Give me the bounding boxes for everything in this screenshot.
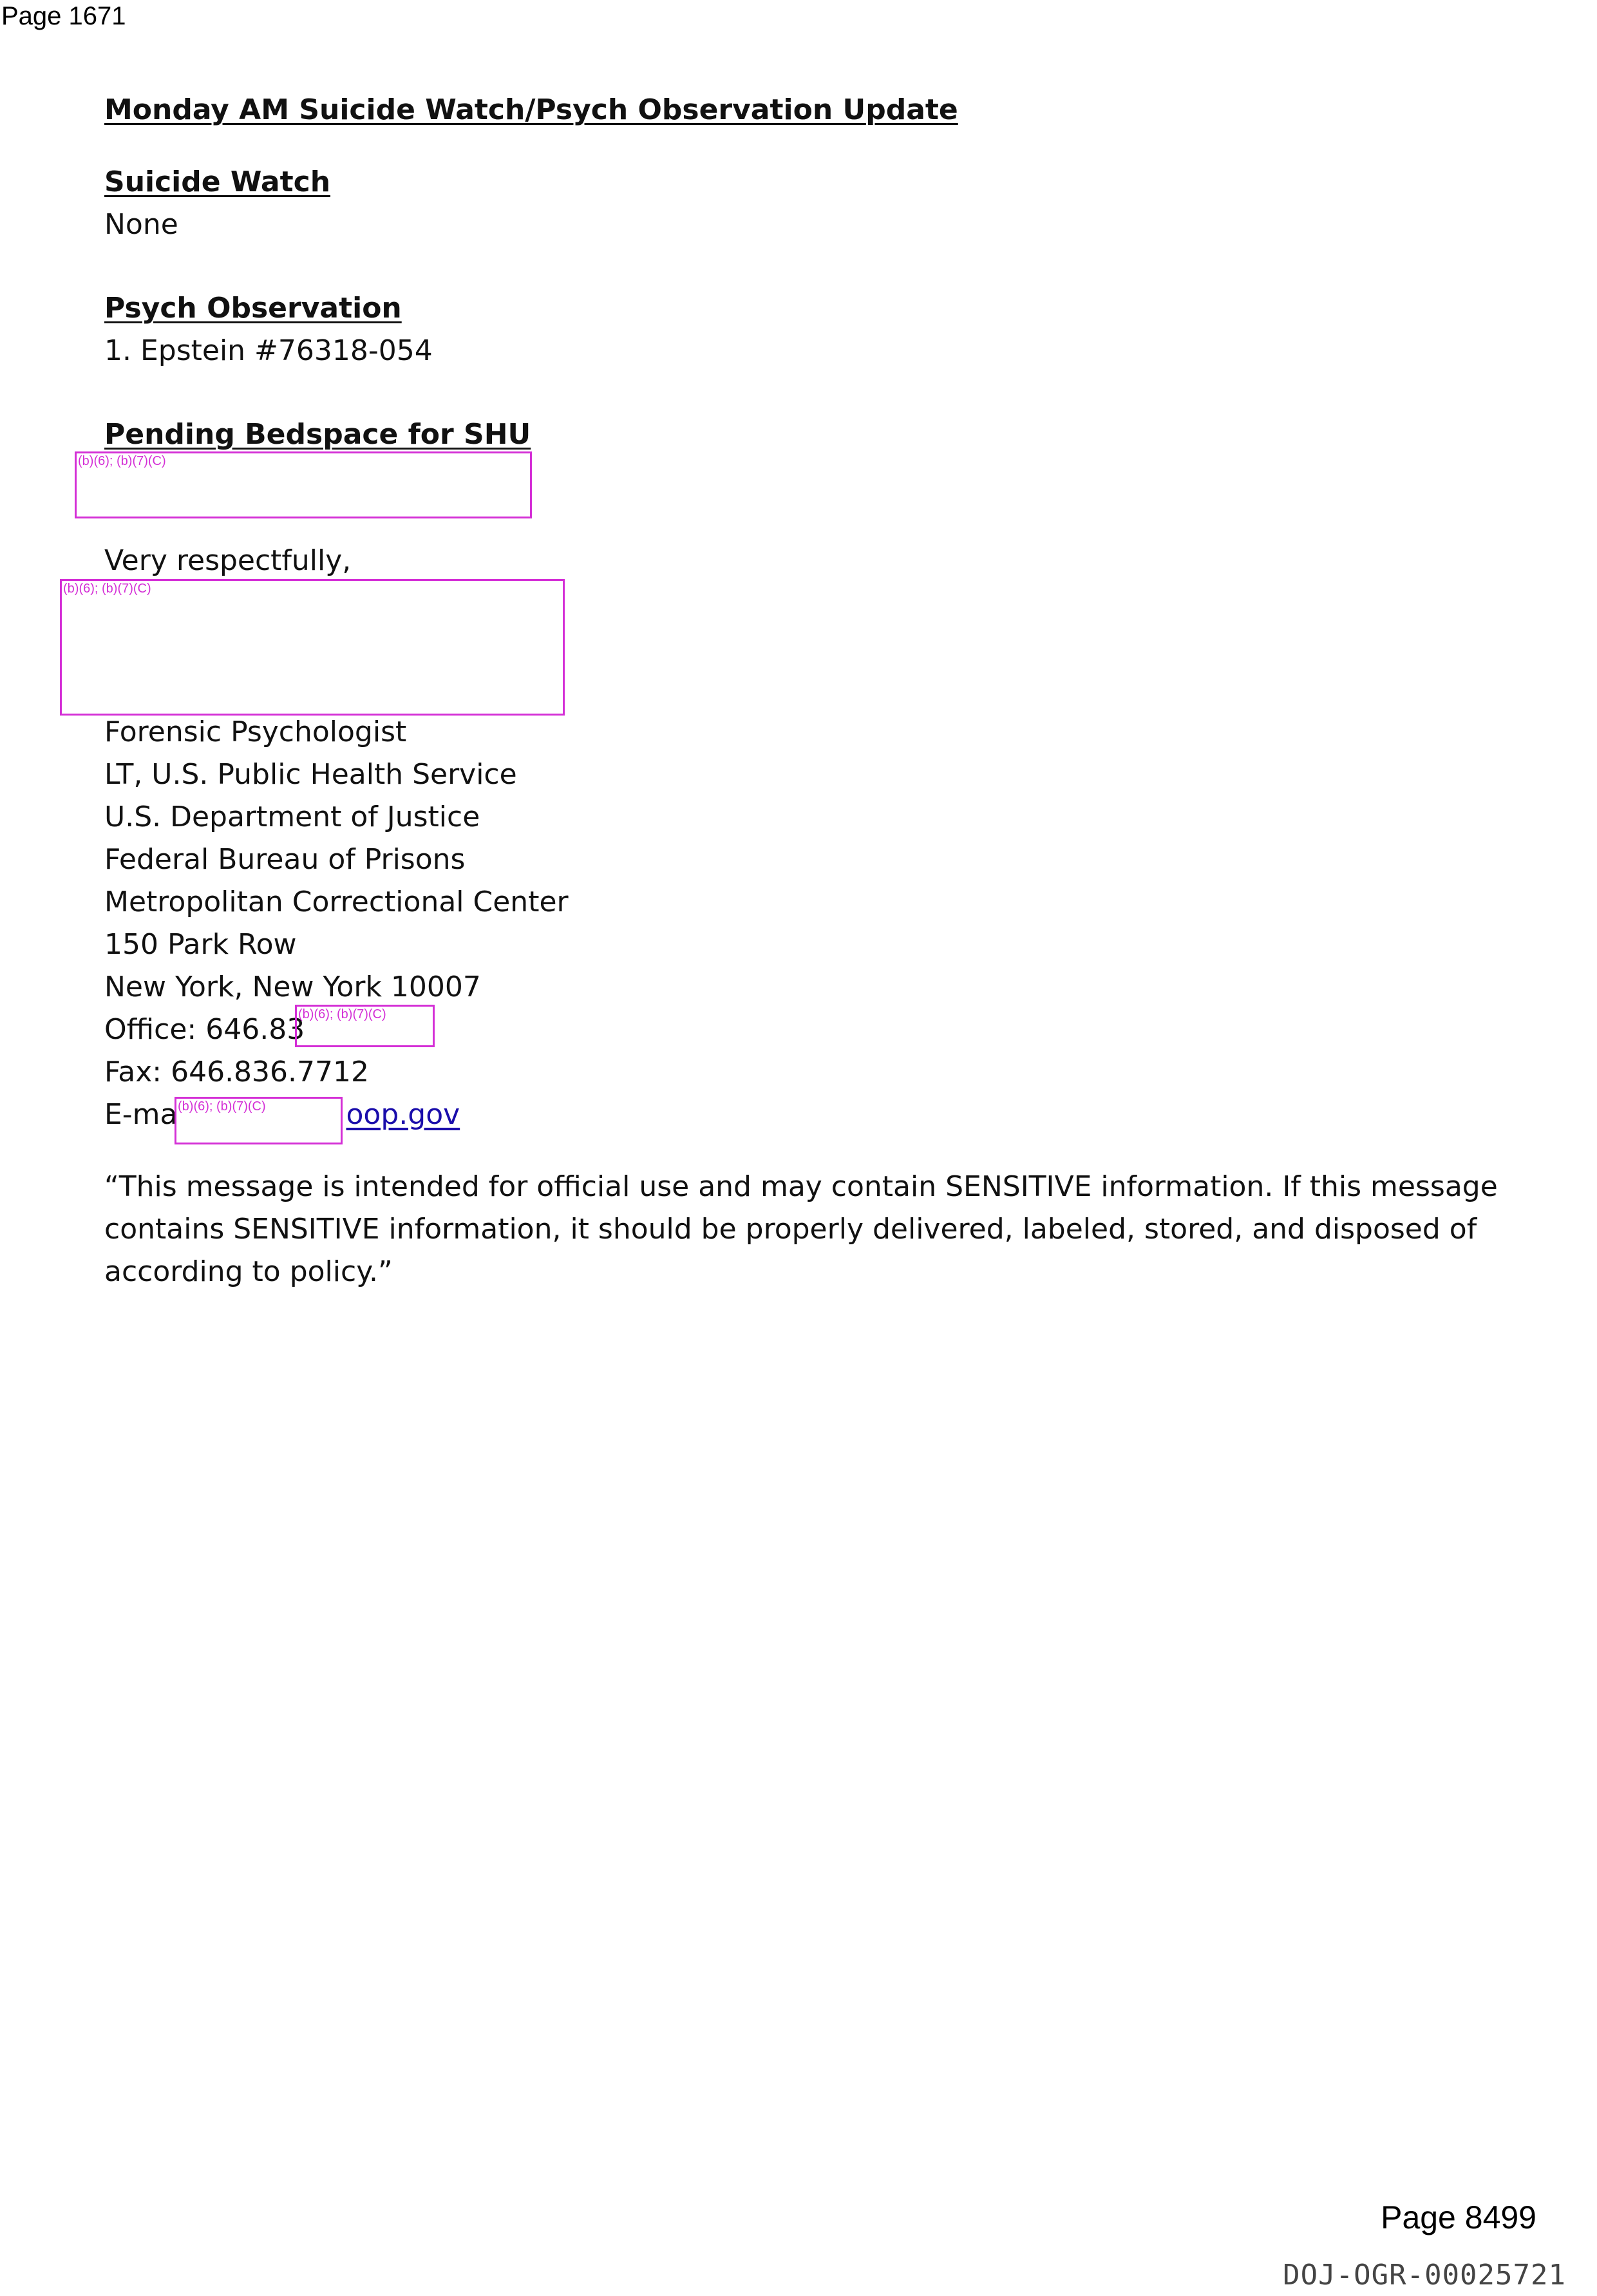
bedspace-redaction-box bbox=[75, 451, 532, 518]
office-redaction-label: (b)(6); (b)(7)(C) bbox=[298, 1007, 386, 1021]
signature-street: 150 Park Row bbox=[104, 928, 297, 961]
signature-block bbox=[104, 711, 1508, 1136]
email-redaction-label: (b)(6); (b)(7)(C) bbox=[178, 1099, 266, 1114]
pending-bedspace-heading: Pending Bedspace for SHU bbox=[104, 418, 531, 451]
email-redaction-box bbox=[175, 1097, 343, 1144]
office-redaction-box bbox=[295, 1005, 435, 1047]
signature-city: New York, New York 10007 bbox=[104, 971, 481, 1003]
email-link[interactable]: oop.gov bbox=[346, 1098, 460, 1131]
signature-fax: Fax: 646.836.7712 bbox=[104, 1056, 369, 1088]
disclaimer: “This message is intended for official use and may contain SENSITIVE information. If this message contains SENSITIVE information, it should be properly delivered, labeled, stored, and disposed of according to policy.” bbox=[104, 1170, 1498, 1288]
signature-facility: Metropolitan Correctional Center bbox=[104, 886, 569, 918]
page-label-top: Page 1671 bbox=[1, 2, 126, 30]
signature-redaction-label: (b)(6); (b)(7)(C) bbox=[63, 582, 151, 596]
email-title: Monday AM Suicide Watch/Psych Observation Update bbox=[104, 93, 958, 126]
office-prefix: Office: 646.83 bbox=[104, 1013, 305, 1046]
signature-title: Forensic Psychologist bbox=[104, 716, 407, 748]
suicide-watch-heading: Suicide Watch bbox=[104, 166, 331, 198]
email-prefix: E-ma bbox=[104, 1098, 178, 1131]
signature-redaction-box bbox=[60, 579, 565, 716]
page-number-bottom: Page 8499 bbox=[1381, 2199, 1536, 2235]
signature-rank: LT, U.S. Public Health Service bbox=[104, 758, 517, 791]
psych-observation-item: 1. Epstein #76318-054 bbox=[104, 334, 433, 367]
signature-department: U.S. Department of Justice bbox=[104, 801, 480, 833]
signature-bureau: Federal Bureau of Prisons bbox=[104, 843, 466, 876]
psych-observation-heading: Psych Observation bbox=[104, 292, 402, 325]
document-id: DOJ-OGR-00025721 bbox=[1283, 2259, 1566, 2291]
bedspace-redaction-label: (b)(6); (b)(7)(C) bbox=[78, 454, 166, 468]
closing-line: Very respectfully, bbox=[104, 544, 352, 577]
suicide-watch-body: None bbox=[104, 208, 178, 241]
